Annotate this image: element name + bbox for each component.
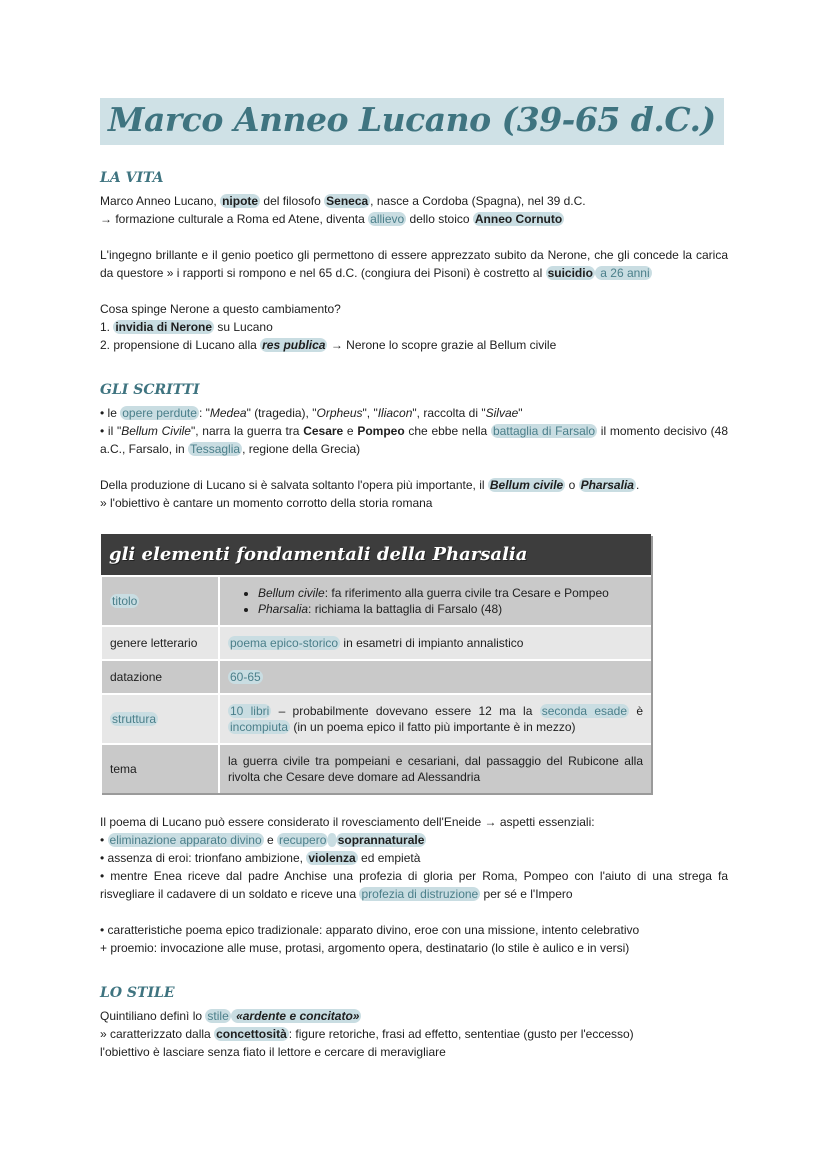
table-row-struttura	[101, 694, 651, 744]
title-highlight	[100, 98, 724, 145]
tema-value: la guerra civile tra pompeiani e cesariani, dal passaggio del Rubicone alla rivolta che Cesare deve domare ad Alessandria	[219, 744, 651, 793]
scritti-paragraph-2: » l'obiettivo è cantare un momento corrotto della storia romana	[100, 496, 433, 510]
struttura-value: 10 libri – probabilmente dovevano essere 12 ma la seconda esade è incompiuta (in un poema epico il fatto più importante è in mezzo)	[219, 694, 651, 744]
document-page	[100, 98, 728, 1061]
scritti-paragraph-1: Della produzione di Lucano si è salvata soltanto l'opera più importante, il Bellum civile o Pharsalia .	[100, 478, 640, 492]
stile-line-3: l'obiettivo è lasciare senza fiato il lettore e cercare di meravigliare	[100, 1045, 446, 1059]
titolo-label: titolo	[112, 594, 138, 608]
table-row-tema	[101, 744, 651, 793]
poema-line-3: • assenza di eroi: trionfano ambizione, violenza ed empietà	[100, 851, 421, 865]
vita-question: Cosa spinge Nerone a questo cambiamento?	[100, 302, 341, 316]
table-row-titolo	[101, 576, 651, 626]
poema-line-2: • eliminazione apparato divino e recupero soprannaturale	[100, 833, 425, 847]
page-title: Marco Anneo Lucano (39-65 d.C.)	[108, 100, 716, 139]
pharsalia-table	[100, 534, 651, 793]
genere-value: poema epico-storico in esametri di impianto annalistico	[219, 626, 651, 660]
vita-reason-2: 2. propensione di Lucano alla res publica → Nerone lo scopre grazie al Bellum civile	[100, 338, 557, 352]
vita-paragraph-2: L'ingegno brillante e il genio poetico gli permettono di essere apprezzato subito da Nerone, che gli concede la carica da questore » i rapporti si rompono e nel 65 d.C. (congiura dei Pisoni) è costretto al suicidio a 26 anni	[100, 248, 728, 280]
poema-line-1: Il poema di Lucano può essere considerato il rovesciamento dell'Eneide → aspetti essenziali:	[100, 815, 595, 829]
section-heading-stile: LO STILE	[100, 985, 175, 1001]
titolo-item-1: • Bellum civile: fa riferimento alla guerra civile tra Cesare e Pompeo	[258, 585, 643, 601]
stile-line-2: » caratterizzato dalla concettosità : figure retoriche, frasi ad effetto, sententiae (gusto per l'eccesso)	[100, 1027, 634, 1041]
stile-line-1: Quintiliano definì lo stile «ardente e concitato»	[100, 1009, 360, 1023]
scritti-bullet-2: • il "Bellum Civile", narra la guerra tra Cesare e Pompeo che ebbe nella battaglia di Farsalo il momento decisivo (48 a.C., Farsalo, in Tessaglia , regione della Grecia)	[100, 424, 729, 456]
vita-line-1: Marco Anneo Lucano, nipote del filosofo Seneca , nasce a Cordoba (Spagna), nel 39 d.C.	[100, 194, 586, 208]
table-row-datazione	[101, 660, 651, 694]
poema-line-6: + proemio: invocazione alle muse, protasi, argomento opera, destinatario (lo stile è aulico e in versi)	[100, 941, 630, 955]
genere-label: genere letterario	[101, 626, 219, 660]
vita-reason-1: 1. invidia di Nerone su Lucano	[100, 320, 273, 334]
datazione-label: datazione	[101, 660, 219, 694]
scritti-bullet-1: • le opere perdute : "Medea" (tragedia), "Orpheus", "Iliacon", raccolta di "Silvae"	[100, 406, 523, 420]
titolo-item-2: • Pharsalia: richiama la battaglia di Farsalo (48)	[258, 601, 643, 617]
section-heading-vita: LA VITA	[100, 170, 164, 186]
table-header: gli elementi fondamentali della Pharsalia	[101, 534, 651, 576]
table-row-genere	[101, 626, 651, 660]
section-heading-scritti: GLI SCRITTI	[100, 382, 200, 398]
poema-line-5: • caratteristiche poema epico tradizionale: apparato divino, eroe con una missione, intento celebrativo	[100, 923, 640, 937]
tema-label: tema	[101, 744, 219, 793]
struttura-label: struttura	[112, 712, 157, 726]
poema-line-4: • mentre Enea riceve dal padre Anchise una profezia di gloria per Roma, Pompeo con l'aiuto di una strega fa risvegliare il cadavere di un soldato e riceve una profezia di distruzione per sé e l'Impero	[100, 869, 728, 901]
datazione-value: 60-65	[219, 660, 651, 694]
vita-line-2: → formazione culturale a Roma ed Atene, diventa allievo dello stoico Anneo Cornuto	[100, 212, 563, 226]
